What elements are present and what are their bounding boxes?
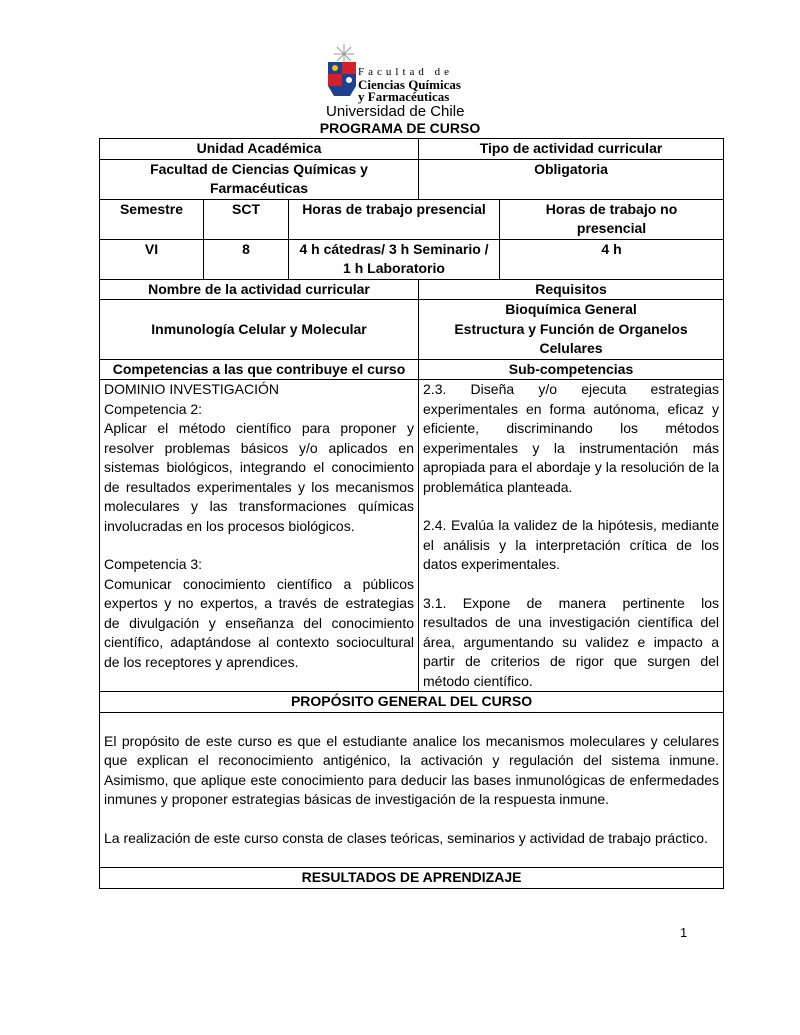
horas-no-presencial-value: 4 h xyxy=(500,239,724,279)
unidad-value: Facultad de Ciencias Químicas y Farmacéuticas xyxy=(100,159,419,199)
proposito-label: PROPÓSITO GENERAL DEL CURSO xyxy=(100,692,724,713)
requisitos-label: Requisitos xyxy=(419,279,724,300)
requisitos-list xyxy=(419,300,724,360)
table-row xyxy=(100,139,724,160)
unidad-label: Unidad Académica xyxy=(100,139,419,160)
document-title: PROGRAMA DE CURSO xyxy=(319,120,481,136)
nombre-value: Inmunología Celular y Molecular xyxy=(100,300,419,360)
course-program-table xyxy=(99,138,724,889)
horas-presencial-value: 4 h cátedras/ 3 h Seminario / 1 h Laboratorio xyxy=(289,239,500,279)
table-row xyxy=(100,279,724,300)
competencia-2-title: Competencia 2: xyxy=(104,400,203,417)
table-row xyxy=(100,159,724,199)
requisito-item: Estructura y Función de Organelos Celulares xyxy=(454,320,688,356)
logo-line-1: Facultad de xyxy=(358,66,454,78)
table-row xyxy=(100,712,724,868)
horas-no-presencial-label: Horas de trabajo no presencial xyxy=(500,199,724,239)
subcompetencias-label: Sub-competencias xyxy=(419,359,724,380)
table-row xyxy=(100,239,724,279)
competencia-3-text: Comunicar conocimiento científico a públicos expertos y no expertos, a través de estrategias de divulgación y enseñanza del conocimiento científico, adaptándose al contexto sociocultural de los receptores y aprendices. xyxy=(104,575,415,670)
table-row xyxy=(100,380,724,692)
tipo-value: Obligatoria xyxy=(419,159,724,199)
tipo-label: Tipo de actividad curricular xyxy=(419,139,724,160)
semestre-value: VI xyxy=(100,239,204,279)
table-row xyxy=(100,692,724,713)
table-row xyxy=(100,868,724,889)
resultados-label: RESULTADOS DE APRENDIZAJE xyxy=(100,868,724,889)
dominio-text: DOMINIO INVESTIGACIÓN xyxy=(104,381,280,397)
logo-line-2: Ciencias Químicas xyxy=(358,77,461,92)
subcompetencia-item: 2.3. Diseña y/o ejecuta estrategias experimentales en forma autónoma, eficaz y eficiente, discriminando los métodos experimentales y la instrumentación más apropiada para el abordaje y la resolución de la problemática planteada. xyxy=(423,381,720,495)
nombre-label: Nombre de la actividad curricular xyxy=(100,279,419,300)
horas-presencial-label: Horas de trabajo presencial xyxy=(289,199,500,239)
competencias-label: Competencias a las que contribuye el curso xyxy=(100,359,419,380)
table-row xyxy=(100,300,724,360)
table-row xyxy=(100,199,724,239)
sct-value: 8 xyxy=(204,239,289,279)
semestre-label: Semestre xyxy=(100,199,204,239)
competencia-2-text: Aplicar el método científico para proponer y resolver problemas básicos y/o aplicados en sistemas biológicos, integrando el conocimiento de resultados experimentales y los mecanismos moleculares y las transformaciones químicas involucradas en los procesos biológicos. xyxy=(104,420,415,534)
star-icon xyxy=(334,44,354,64)
competencia-3-title: Competencia 3: xyxy=(104,556,203,572)
proposito-paragraph: La realización de este curso consta de clases teóricas, seminarios y actividad de trabajo práctico. xyxy=(104,829,708,846)
competencias-cell xyxy=(100,380,419,692)
page-number: 1 xyxy=(680,925,688,940)
requisito-item: Bioquímica General xyxy=(505,301,637,317)
logo-line-3: y Farmacéuticas xyxy=(358,89,450,104)
university-seal-icon xyxy=(322,44,362,104)
proposito-paragraph: El propósito de este curso es que el estudiante analice los mecanismos moleculares y celulares que explican el reconocimiento antigénico, la activación y regulación del sistema inmune. Asimismo, que aplique este conocimiento para deducir las bases inmunológicas de enfermedades inmunes y proponer estrategias básicas de investigación de la respuesta inmune. xyxy=(104,732,720,807)
sct-label: SCT xyxy=(204,199,289,239)
logo-university: Universidad de Chile xyxy=(326,103,465,120)
proposito-cell xyxy=(100,712,724,868)
subcompetencia-item: 2.4. Evalúa la validez de la hipótesis, mediante el análisis y la interpretación crítica de los datos experimentales. xyxy=(423,517,720,572)
table-row xyxy=(100,359,724,380)
subcompetencias-cell xyxy=(419,380,724,692)
faculty-logo xyxy=(322,44,482,122)
subcompetencia-item: 3.1. Expone de manera pertinente los resultados de una investigación científica del área, argumentando su validez e impacto a partir de criterios de rigor que surgen del método científico. xyxy=(423,594,720,689)
